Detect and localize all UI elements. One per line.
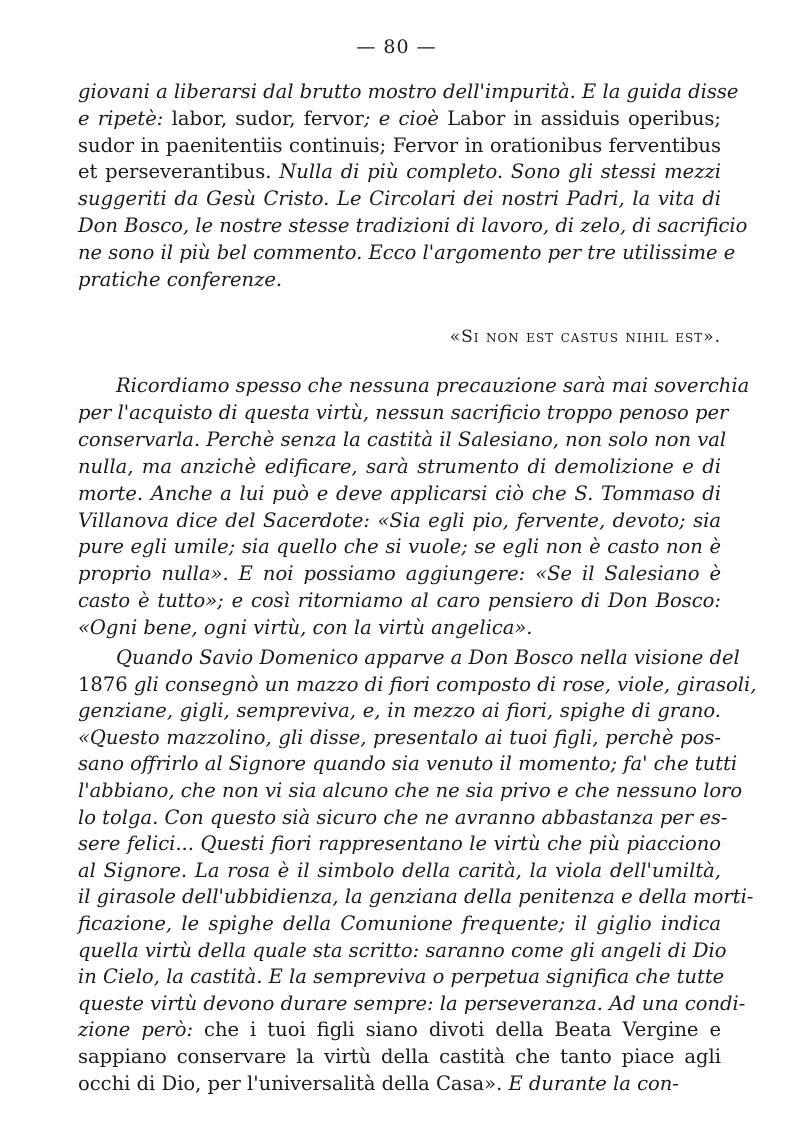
italic-text: il girasole dell'ubbidienza, la genziana della penitenza e della morti- bbox=[78, 885, 754, 909]
italic-text: per l'acquisto di questa virtù, nessun sacrificio troppo penoso per bbox=[78, 400, 729, 424]
section-heading: «Si non est castus nihil est». bbox=[449, 327, 721, 347]
italic-text: sere felici... Questi fiori rappresentano le virtù che più piacciono bbox=[78, 832, 721, 856]
text-line bbox=[78, 672, 757, 698]
text-line bbox=[78, 159, 721, 185]
text-line bbox=[78, 133, 721, 159]
text-line bbox=[78, 534, 721, 560]
roman-text: sudor in paenitentiis continuis; Fervor in orationibus ferventibus bbox=[78, 133, 721, 157]
roman-text: sappiano conservare la virtù della castità che tanto piace agli bbox=[78, 1045, 721, 1068]
italic-text: al Signore. La rosa è il simbolo della carità, la viola dell'umiltà, bbox=[78, 858, 721, 882]
text-line bbox=[78, 240, 736, 266]
italic-text: genziane, gigli, sempreviva, e, in mezzo ai fiori, spighe di grano. bbox=[78, 699, 721, 723]
text-line bbox=[78, 588, 721, 614]
italic-text: conservarla. Perchè senza la castità il Salesiano, non solo non val bbox=[78, 427, 727, 451]
italic-text: ne sono il più bel commento. Ecco l'argomento per tre utilissime e bbox=[78, 240, 736, 264]
text-line bbox=[78, 400, 729, 426]
roman-text: 1876 bbox=[78, 672, 134, 696]
roman-text: labor, sudor, fervor bbox=[171, 106, 364, 130]
text-line bbox=[78, 615, 721, 641]
text-line bbox=[78, 805, 728, 831]
text-line bbox=[78, 778, 743, 804]
italic-text: ; e cioè bbox=[363, 106, 448, 130]
text-line bbox=[78, 508, 721, 534]
italic-text: in Cielo, la castità. E la sempreviva o perpetua significa che tutte bbox=[78, 965, 725, 989]
page-number: — 80 — bbox=[356, 36, 437, 58]
roman-text: et perseverantibus. bbox=[78, 160, 280, 184]
italic-text: ficazione, le spighe della Comunione frequente; il giglio indica bbox=[78, 912, 721, 935]
italic-text: zione però: bbox=[78, 1018, 205, 1042]
text-line bbox=[78, 911, 721, 937]
text-line bbox=[78, 938, 727, 964]
text-line bbox=[78, 725, 721, 751]
italic-text: Nulla di più completo. Sono gli stessi mezzi bbox=[279, 160, 721, 184]
italic-text: Ricordiamo spesso che nessuna precauzione sarà mai soverchia bbox=[116, 374, 750, 397]
italic-text: Don Bosco, le nostre stesse tradizioni di lavoro, di zelo, di sacrificio bbox=[78, 214, 748, 237]
italic-text: pratiche conferenze. bbox=[78, 267, 283, 291]
text-line bbox=[78, 267, 721, 293]
text-line bbox=[78, 964, 725, 990]
text-line bbox=[78, 751, 738, 777]
italic-text: morte. Anche a lui può e deve applicarsi ciò che S. Tommaso di bbox=[78, 481, 721, 505]
text-line bbox=[78, 186, 721, 212]
italic-text: nulla, ma anzichè edificare, sarà strumento di demolizione e di bbox=[78, 454, 721, 478]
italic-text: suggeriti da Gesù Cristo. Le Circolari dei nostri Padri, la vita di bbox=[78, 187, 721, 211]
text-line bbox=[78, 427, 727, 453]
text-line bbox=[78, 79, 739, 105]
text-line bbox=[78, 1044, 721, 1070]
italic-text: «Questo mazzolino, gli disse, presentalo ai tuoi figli, perchè pos- bbox=[78, 725, 721, 749]
text-line bbox=[78, 1017, 721, 1043]
roman-text: occhi di Dio, per l'universalità della Casa». bbox=[78, 1071, 509, 1095]
text-line bbox=[78, 106, 721, 132]
text-line bbox=[78, 991, 746, 1017]
italic-text: lo tolga. Con questo sià sicuro che ne avranno abbastanza per es- bbox=[78, 805, 728, 829]
italic-text: quella virtù della quale sta scritto: saranno come gli angeli di Dio bbox=[78, 938, 727, 962]
text-line bbox=[78, 858, 721, 884]
italic-text: queste virtù devono durare sempre: la perseveranza. Ad una condi- bbox=[78, 991, 746, 1015]
text-line bbox=[78, 213, 748, 239]
text-line bbox=[78, 698, 721, 724]
italic-text: gli consegnò un mazzo di fiori composto di rose, viole, girasoli, bbox=[133, 672, 757, 696]
italic-text: pure egli umile; sia quello che si vuole; se egli non è casto non è bbox=[78, 535, 721, 559]
text-line bbox=[116, 373, 750, 399]
italic-text: giovani a liberarsi dal brutto mostro dell'impurità. E la guida disse bbox=[78, 80, 739, 103]
text-line bbox=[78, 481, 721, 507]
text-line bbox=[78, 884, 754, 910]
text-line bbox=[78, 1071, 721, 1097]
roman-text: Labor in assiduis operibus; bbox=[447, 106, 721, 130]
italic-text: proprio nulla». E noi possiamo aggiungere: «Se il Salesiano è bbox=[78, 562, 721, 586]
italic-text: l'abbiano, che non vi sia alcuno che ne sia privo e che nessuno loro bbox=[78, 779, 743, 802]
italic-text: Villanova dice del Sacerdote: «Sia egli pio, fervente, devoto; sia bbox=[78, 508, 721, 532]
italic-text: Quando Savio Domenico apparve a Don Bosco nella visione del bbox=[116, 646, 740, 669]
italic-text: «Ogni bene, ogni virtù, con la virtù angelica». bbox=[78, 616, 533, 640]
italic-text: e ripetè: bbox=[78, 106, 172, 130]
roman-text: che i tuoi figli siano divoti della Beata Vergine e bbox=[204, 1018, 722, 1042]
italic-text: E durante la con- bbox=[508, 1071, 679, 1095]
text-line bbox=[78, 454, 721, 480]
italic-text: casto è tutto»; e così ritorniamo al caro pensiero di Don Bosco: bbox=[78, 589, 721, 613]
italic-text: sano offrirlo al Signore quando sia venuto il momento; fa' che tutti bbox=[78, 752, 738, 776]
text-line bbox=[116, 645, 740, 671]
text-line bbox=[78, 831, 721, 857]
text-line bbox=[78, 561, 721, 587]
